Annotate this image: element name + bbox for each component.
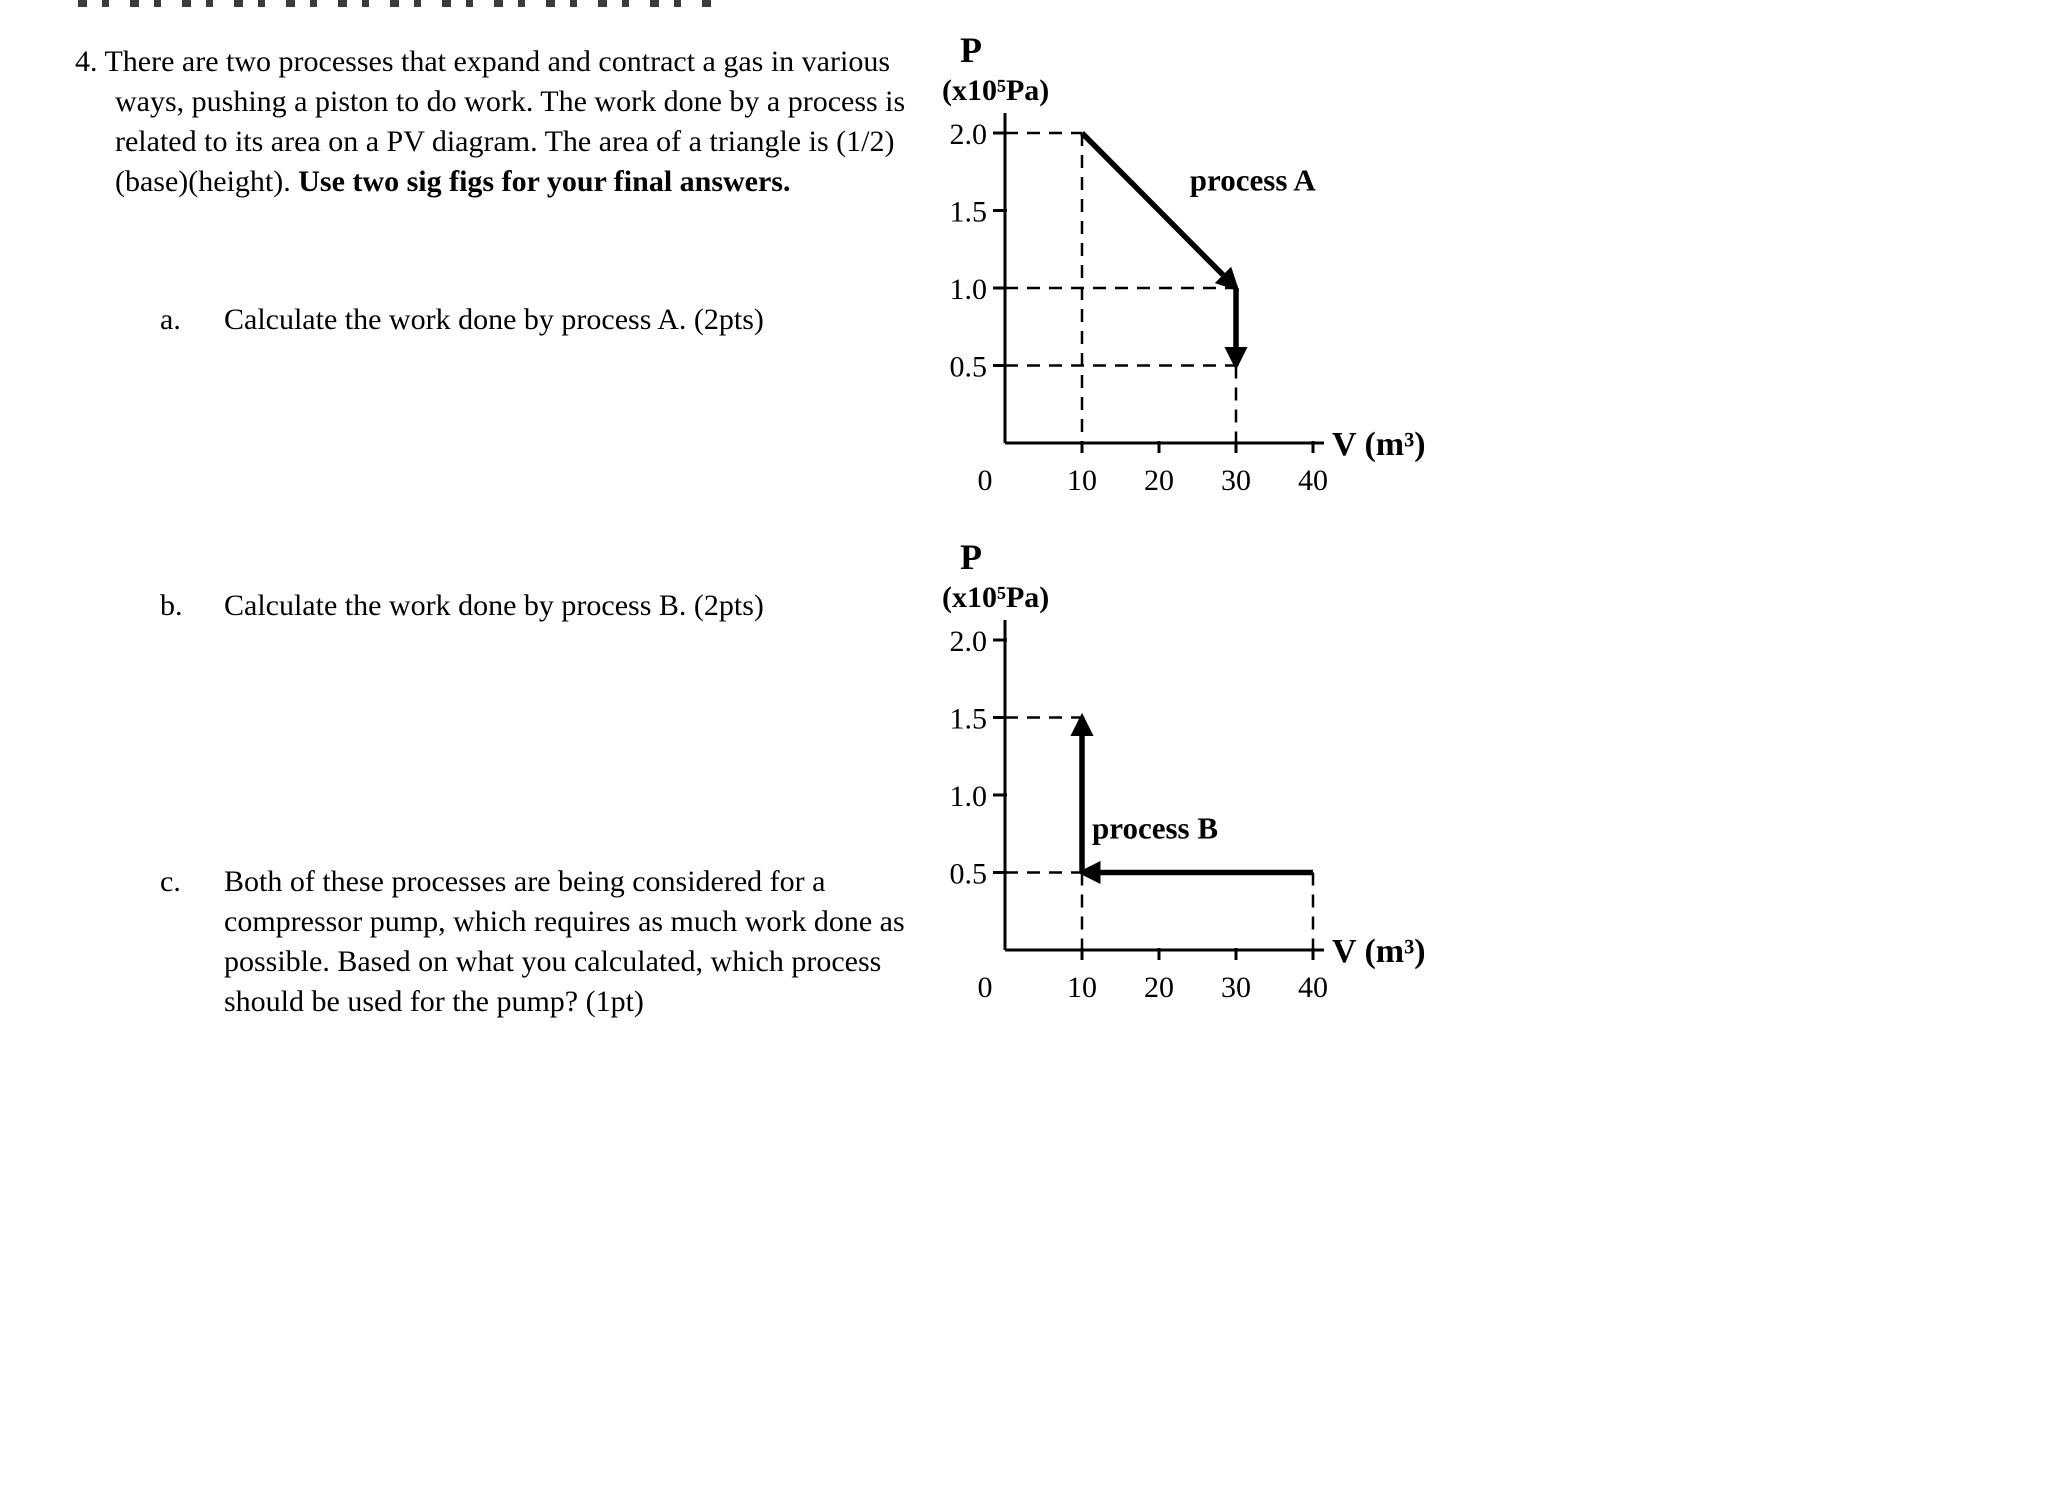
svg-text:10: 10 bbox=[1067, 464, 1097, 497]
part-b-text: Calculate the work done by process B. (2pts) bbox=[224, 589, 764, 622]
svg-text:30: 30 bbox=[1221, 971, 1251, 1004]
svg-text:1.5: 1.5 bbox=[949, 195, 987, 229]
svg-text:1.0: 1.0 bbox=[949, 273, 987, 306]
part-b-label: b. bbox=[160, 589, 183, 622]
svg-text:20: 20 bbox=[1144, 971, 1174, 1004]
problem-number: 4. bbox=[75, 45, 98, 78]
svg-text:20: 20 bbox=[1144, 464, 1174, 497]
clipped-text-remnant bbox=[78, 0, 718, 7]
part-a bbox=[160, 300, 934, 340]
svg-text:V (m³): V (m³) bbox=[1332, 933, 1426, 970]
svg-text:2.0: 2.0 bbox=[949, 118, 987, 151]
svg-text:2.0: 2.0 bbox=[949, 625, 987, 658]
svg-text:P: P bbox=[960, 30, 982, 70]
svg-text:(x10⁵Pa): (x10⁵Pa) bbox=[942, 581, 1050, 614]
svg-text:40: 40 bbox=[1298, 464, 1328, 497]
problem-intro-bold-text: Use two sig figs for your final answers. bbox=[298, 165, 791, 198]
svg-text:1.0: 1.0 bbox=[949, 780, 987, 813]
part-c-text: Both of these processes are being considered for a compressor pump, which requires as much work done as possible. Based on what you calculated, which process should be used for the pump? (1pt) bbox=[224, 865, 905, 1018]
part-c bbox=[160, 862, 934, 1022]
svg-text:P: P bbox=[960, 537, 982, 577]
svg-text:0: 0 bbox=[977, 971, 993, 1004]
svg-text:1.5: 1.5 bbox=[949, 702, 987, 736]
svg-text:V (m³): V (m³) bbox=[1332, 426, 1426, 463]
svg-text:process A: process A bbox=[1189, 162, 1316, 198]
problem-intro-text: There are two processes that expand and contract a gas in various ways, pushing a piston to do work. The work done by a process is related to its area on a PV diagram. The area of a triangle is (1/2)(base)(height). bbox=[104, 45, 906, 198]
svg-text:30: 30 bbox=[1221, 464, 1251, 497]
part-c-label: c. bbox=[160, 865, 181, 898]
part-a-label: a. bbox=[160, 303, 181, 336]
pv-diagram-process-a bbox=[930, 18, 1550, 523]
svg-text:(x10⁵Pa): (x10⁵Pa) bbox=[942, 74, 1050, 107]
problem-statement bbox=[75, 42, 955, 202]
part-b bbox=[160, 586, 934, 626]
svg-text:0.5: 0.5 bbox=[949, 857, 987, 891]
svg-text:0: 0 bbox=[977, 464, 993, 497]
svg-text:40: 40 bbox=[1298, 971, 1328, 1004]
svg-text:0.5: 0.5 bbox=[949, 350, 987, 384]
pv-diagram-process-b bbox=[930, 525, 1550, 1030]
svg-text:process B: process B bbox=[1092, 810, 1219, 846]
part-a-text: Calculate the work done by process A. (2pts) bbox=[224, 303, 764, 336]
svg-text:10: 10 bbox=[1067, 971, 1097, 1004]
